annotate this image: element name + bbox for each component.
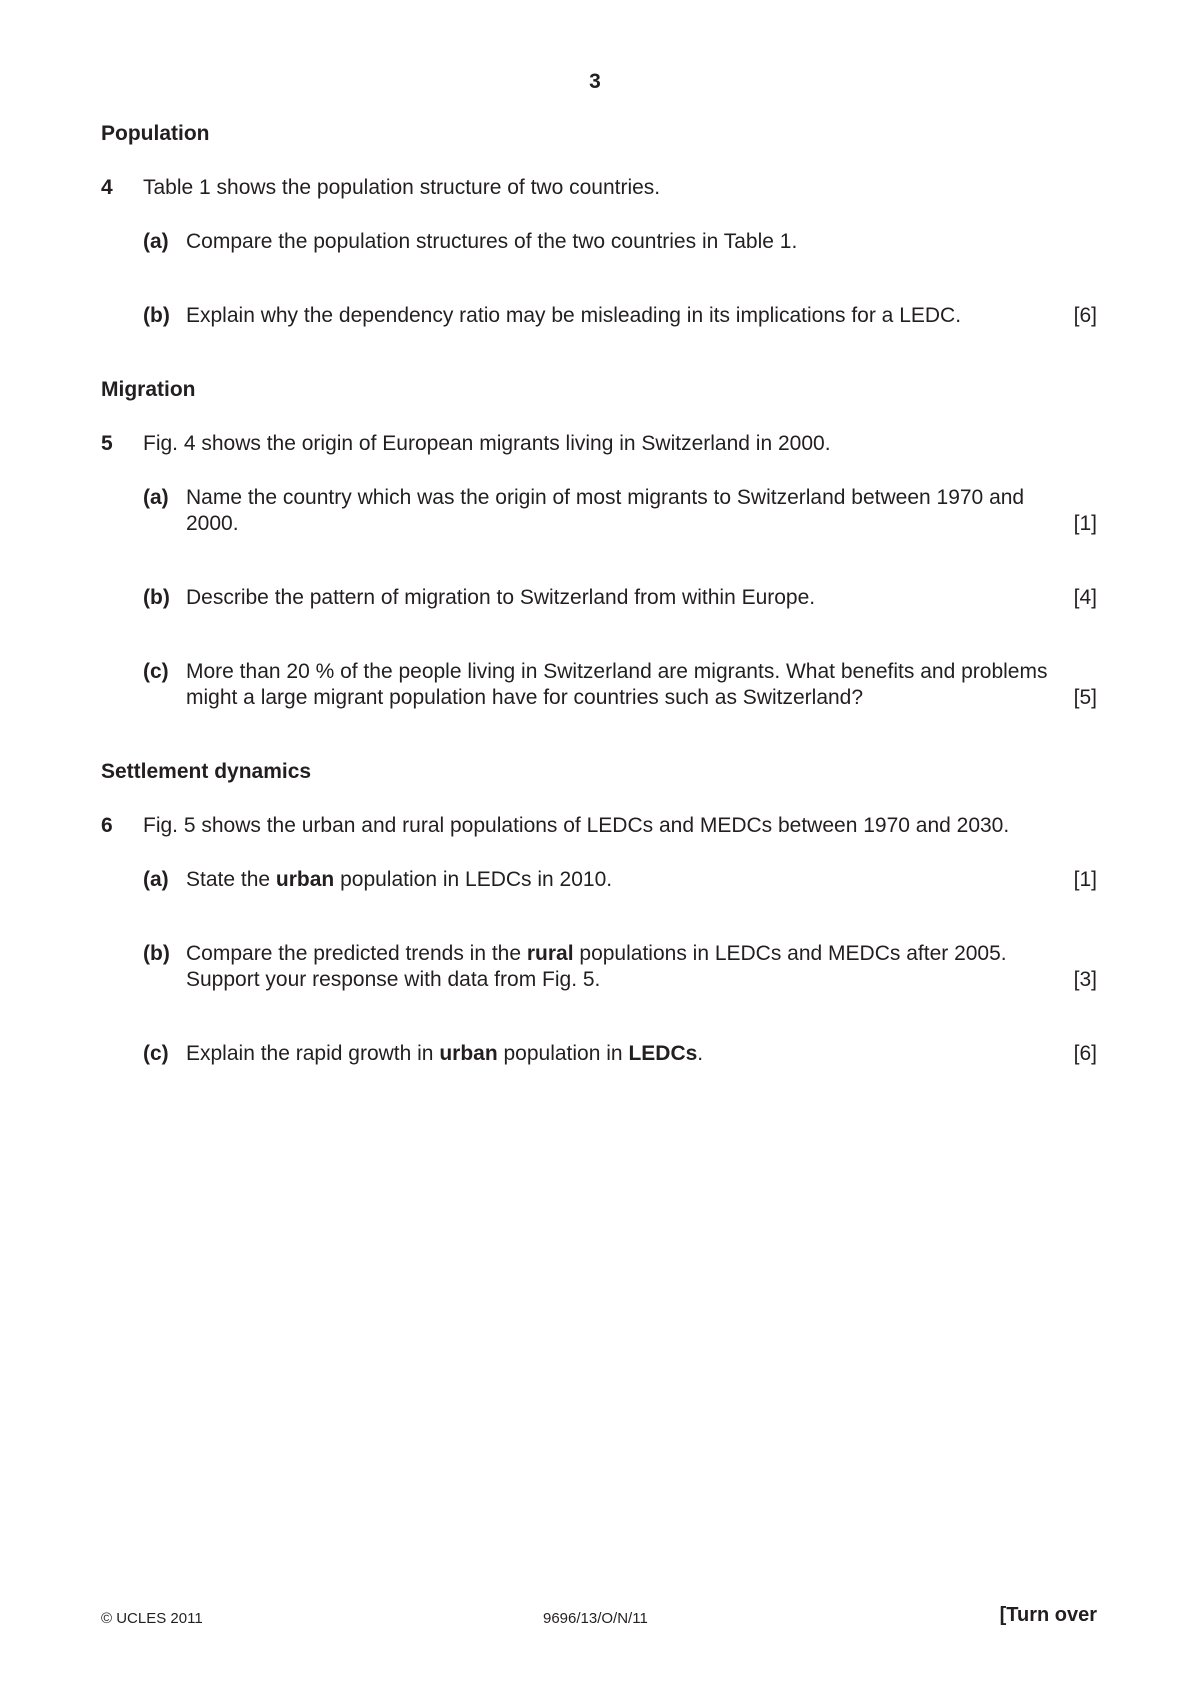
section-heading-settlement-dynamics: Settlement dynamics: [101, 760, 312, 783]
part-label: (a): [143, 230, 169, 253]
question-content: [101, 121, 1097, 1067]
part-text: [186, 867, 612, 893]
part-label: (b): [143, 942, 170, 965]
question-number: 5: [101, 432, 113, 455]
part-label: (b): [143, 586, 170, 609]
turn-over-label: [Turn over: [999, 1604, 1097, 1626]
text-segment: State the: [186, 868, 276, 891]
part-text-line-2: might a large migrant population have for countries such as Switzerland?: [186, 686, 864, 709]
text-segment: Compare the predicted trends in the: [186, 942, 527, 965]
part-text-line-1: [186, 941, 1007, 967]
part-text-line-1: Name the country which was the origin of most migrants to Switzerland between 1970 and: [186, 486, 1025, 509]
question-4: [101, 175, 1097, 201]
question-6b: [143, 941, 1097, 993]
text-segment: populations in LEDCs and MEDCs after 2005.: [573, 942, 1007, 965]
part-text: [186, 1041, 703, 1067]
copyright-notice: © UCLES 2011: [101, 1610, 203, 1627]
section-heading-migration: Migration: [101, 378, 196, 401]
emphasis-text: LEDCs: [628, 1042, 698, 1065]
section-heading-population: Population: [101, 122, 210, 145]
part-text: Compare the population structures of the two countries in Table 1.: [186, 230, 798, 253]
text-segment: population in LEDCs in 2010.: [334, 868, 613, 891]
question-5a: [143, 485, 1097, 537]
page-number: 3: [589, 70, 601, 93]
paper-code: 9696/13/O/N/11: [543, 1610, 648, 1627]
question-5b: [143, 585, 1097, 611]
mark-allocation: [3]: [1073, 968, 1097, 991]
mark-allocation: [6]: [1073, 304, 1097, 327]
mark-allocation: [1]: [1073, 868, 1097, 891]
question-stem: Fig. 4 shows the origin of European migrants living in Switzerland in 2000.: [143, 432, 831, 455]
question-4a: [143, 229, 1097, 255]
emphasis-text: urban: [275, 868, 335, 891]
part-label: (c): [143, 1042, 169, 1065]
question-6a: [143, 867, 1097, 893]
question-number: 4: [101, 176, 113, 199]
part-label: (a): [143, 486, 169, 509]
emphasis-text: rural: [526, 942, 574, 965]
text-segment: population in: [497, 1042, 629, 1065]
question-6c: [143, 1041, 1097, 1067]
text-segment: .: [697, 1042, 704, 1065]
question-6: [101, 813, 1097, 839]
part-label: (c): [143, 660, 169, 683]
emphasis-text: urban: [439, 1042, 498, 1065]
part-label: (a): [143, 868, 169, 891]
part-text: Describe the pattern of migration to Switzerland from within Europe.: [186, 586, 816, 609]
page-footer: [101, 1604, 1097, 1638]
part-text: Explain why the dependency ratio may be misleading in its implications for a LEDC.: [186, 304, 962, 327]
question-stem: Table 1 shows the population structure of two countries.: [143, 176, 661, 199]
part-text-line-2: Support your response with data from Fig. 5.: [186, 968, 601, 991]
mark-allocation: [5]: [1073, 686, 1097, 709]
part-text-line-1: More than 20 % of the people living in Switzerland are migrants. What benefits and problems: [186, 660, 1048, 683]
question-stem: Fig. 5 shows the urban and rural populations of LEDCs and MEDCs between 1970 and 2030.: [143, 814, 1010, 837]
mark-allocation: [4]: [1073, 586, 1097, 609]
part-text-line-2: 2000.: [186, 512, 239, 535]
question-5: [101, 431, 1097, 457]
question-4b: [143, 303, 1097, 329]
part-label: (b): [143, 304, 170, 327]
question-number: 6: [101, 814, 113, 837]
mark-allocation: [6]: [1073, 1042, 1097, 1065]
mark-allocation: [1]: [1073, 512, 1097, 535]
text-segment: Explain the rapid growth in: [186, 1042, 440, 1065]
question-5c: [143, 659, 1097, 711]
